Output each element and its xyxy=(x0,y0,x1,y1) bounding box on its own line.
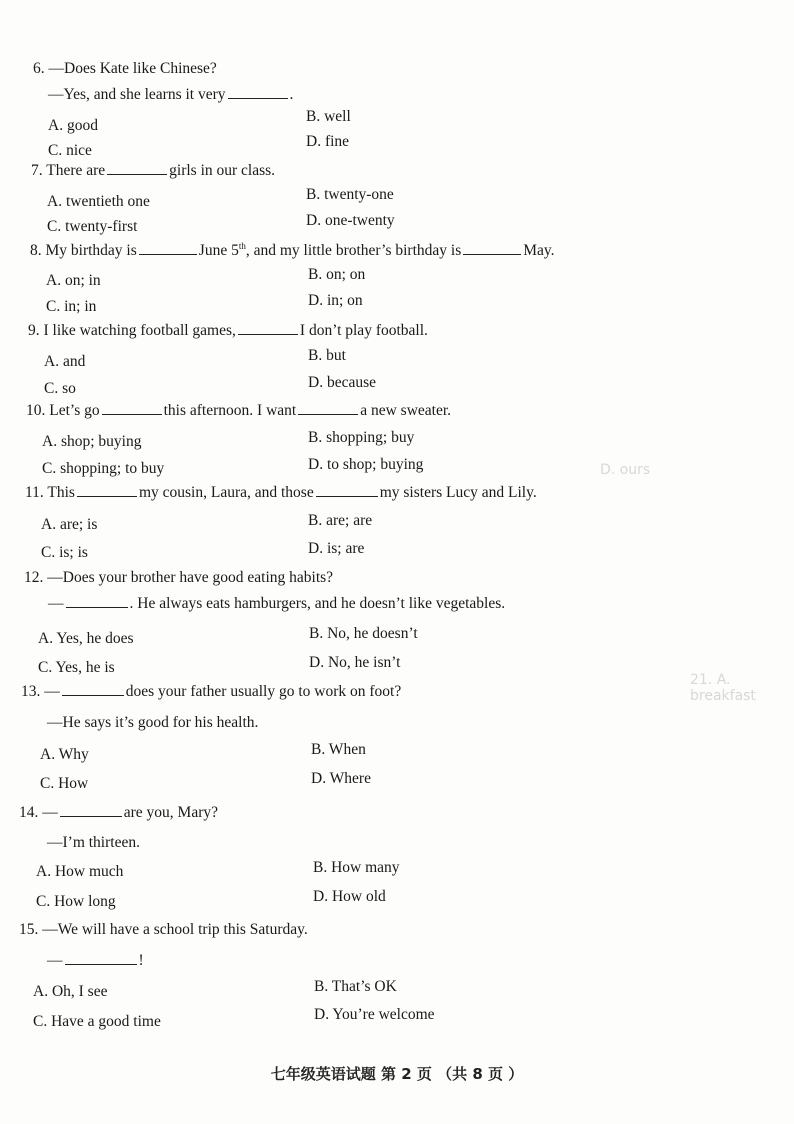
question-9: 9. I like watching football games, I don’t play football. xyxy=(28,322,428,339)
answer-blank xyxy=(298,402,358,415)
option-c: C. twenty-first xyxy=(47,218,138,235)
option-c: C. Yes, he is xyxy=(38,659,115,676)
option-b: B. shopping; buy xyxy=(308,429,415,446)
option-b: B. are; are xyxy=(308,512,373,529)
option-d: D. because xyxy=(308,374,376,391)
option-c: C. nice xyxy=(48,142,92,159)
question-14-line-2: —I’m thirteen. xyxy=(47,834,140,851)
option-a: A. Oh, I see xyxy=(33,983,108,1000)
option-a: A. good xyxy=(48,117,98,134)
answer-blank xyxy=(77,484,137,497)
bleed-through-text: 21. A. breakfast xyxy=(690,672,756,704)
option-a: A. on; in xyxy=(46,272,101,289)
option-a: A. How much xyxy=(36,863,124,880)
question-10: 10. Let’s go this afternoon. I want a new sweater. xyxy=(26,402,452,419)
bleed-through-text: D. ours xyxy=(600,462,651,478)
option-c: C. so xyxy=(44,380,76,397)
answer-blank xyxy=(107,162,167,175)
option-c: C. How xyxy=(40,775,89,792)
answer-blank xyxy=(228,86,288,99)
option-c: C. is; is xyxy=(41,544,88,561)
option-b: B. No, he doesn’t xyxy=(309,625,418,642)
option-a: A. Why xyxy=(40,746,89,763)
option-d: D. to shop; buying xyxy=(308,456,424,473)
option-c: C. in; in xyxy=(46,298,97,315)
answer-blank xyxy=(238,322,298,335)
option-b: B. on; on xyxy=(308,266,366,283)
option-c: C. shopping; to buy xyxy=(42,460,165,477)
option-d: D. fine xyxy=(306,133,350,150)
option-d: D. one-twenty xyxy=(306,212,395,229)
question-6-line-2: —Yes, and she learns it very . xyxy=(48,86,294,103)
question-13-line-1: 13. — does your father usually go to work on foot? xyxy=(21,683,402,700)
option-d: D. is; are xyxy=(308,540,365,557)
question-6-line-1: 6. —Does Kate like Chinese? xyxy=(33,60,217,77)
option-a: A. are; is xyxy=(41,516,98,533)
option-a: A. shop; buying xyxy=(42,433,142,450)
question-14-line-1: 14. — are you, Mary? xyxy=(19,804,218,821)
option-c: C. How long xyxy=(36,893,116,910)
option-a: A. and xyxy=(44,353,86,370)
answer-blank xyxy=(139,242,197,255)
option-a: A. twentieth one xyxy=(47,193,150,210)
question-15-line-1: 15. —We will have a school trip this Saturday. xyxy=(19,921,308,938)
question-7: 7. There are girls in our class. xyxy=(31,162,276,179)
answer-blank xyxy=(463,242,521,255)
option-a: A. Yes, he does xyxy=(38,630,134,647)
option-d: D. in; on xyxy=(308,292,363,309)
answer-blank xyxy=(316,484,378,497)
question-13-line-2: —He says it’s good for his health. xyxy=(47,714,259,731)
option-b: B. That’s OK xyxy=(314,978,397,995)
option-c: C. Have a good time xyxy=(33,1013,161,1030)
question-8: 8. My birthday is June 5th, and my little brother’s birthday is May. xyxy=(30,241,555,260)
answer-blank xyxy=(65,952,137,965)
option-b: B. well xyxy=(306,108,351,125)
answer-blank xyxy=(62,683,124,696)
page-footer: 七年级英语试题 第 2 页 （共 8 页 ） xyxy=(270,1065,524,1083)
option-d: D. You’re welcome xyxy=(314,1006,435,1023)
option-b: B. How many xyxy=(313,859,400,876)
question-12-line-2: — . He always eats hamburgers, and he doesn’t like vegetables. xyxy=(48,595,506,612)
question-11: 11. This my cousin, Laura, and those my sisters Lucy and Lily. xyxy=(25,484,537,501)
option-d: D. No, he isn’t xyxy=(309,654,401,671)
answer-blank xyxy=(66,595,128,608)
answer-blank xyxy=(60,804,122,817)
answer-blank xyxy=(102,402,162,415)
option-d: D. Where xyxy=(311,770,371,787)
option-b: B. but xyxy=(308,347,346,364)
question-12-line-1: 12. —Does your brother have good eating habits? xyxy=(24,569,334,586)
option-b: B. When xyxy=(311,741,366,758)
question-15-line-2: — ! xyxy=(47,952,144,969)
option-d: D. How old xyxy=(313,888,386,905)
option-b: B. twenty-one xyxy=(306,186,394,203)
